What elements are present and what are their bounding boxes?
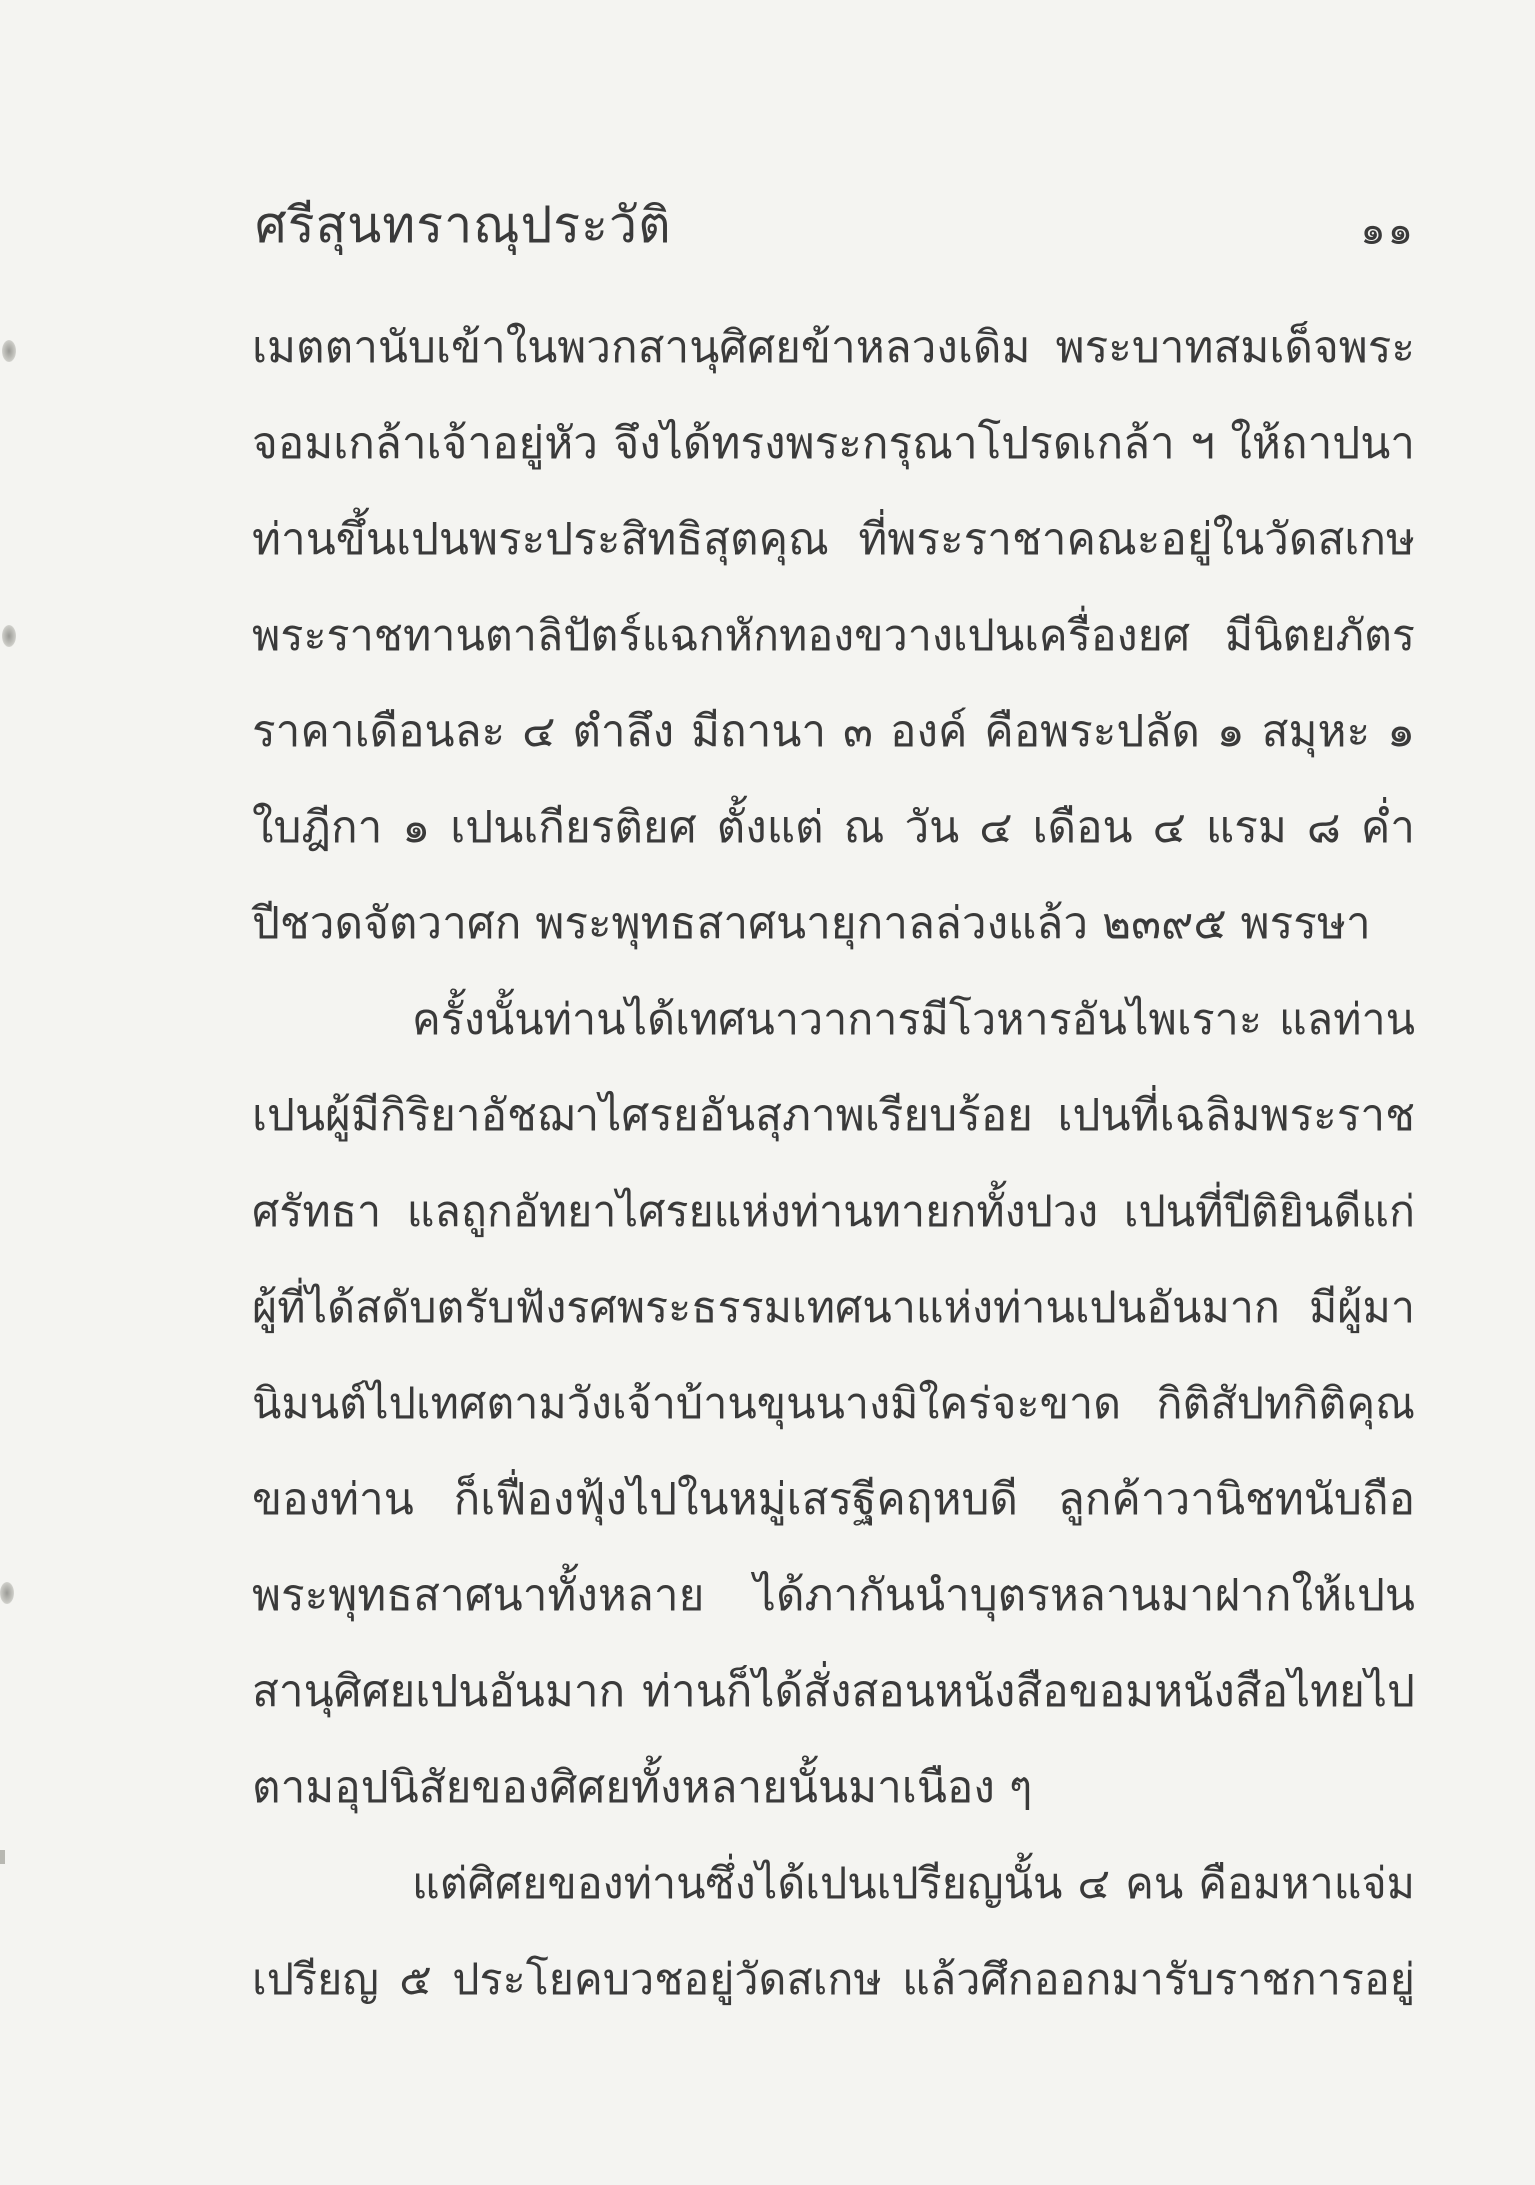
body-text: [252, 300, 1415, 2028]
page-edge-mark: [0, 1850, 5, 1864]
text-line: ศรัทธา แลถูกอัทยาไศรยแห่งท่านทายกทั้งปวง เปนที่ปีติยินดีแก่: [252, 1187, 1415, 1237]
text-line: เมตตานับเข้าในพวกสานุศิศยข้าหลวงเดิม พระบาทสมเด็จพระ: [252, 322, 1415, 373]
text-line: จอมเกล้าเจ้าอยู่หัว จึงได้ทรงพระกรุณาโปรดเกล้า ฯ ให้ถาปนา: [252, 418, 1415, 469]
text-line: ตามอุปนิสัยของศิศยทั้งหลายนั้นมาเนือง ๆ: [252, 1762, 1033, 1813]
text-line: ของท่าน ก็เฟื่องฟุ้งไปในหมู่เสรฐีคฤหบดี ลูกค้าวานิชทนับถือ: [252, 1474, 1415, 1525]
text-line: พระพุทธสาศนาทั้งหลาย ได้ภากันนำบุตรหลานมาฝากให้เปน: [252, 1570, 1415, 1621]
text-line: นิมนต์ไปเทศตามวังเจ้าบ้านขุนนางมิใคร่จะขาด กิติสัปทกิติคุณ: [252, 1379, 1415, 1429]
text-line: ผู้ที่ได้สดับตรับฟังรศพระธรรมเทศนาแห่งท่านเปนอันมาก มีผู้มา: [252, 1283, 1415, 1333]
book-title: ศรีสุนทราณุประวัติ: [255, 196, 672, 254]
text-line: เปรียญ ๕ ประโยคบวชอยู่วัดสเกษ แล้วศึกออกมารับราชการอยู่: [252, 1955, 1415, 2005]
text-line: สานุศิศยเปนอันมาก ท่านก็ได้สั่งสอนหนังสือขอมหนังสือไทยไป: [252, 1666, 1415, 1717]
running-header: [255, 185, 1415, 265]
binding-hole-mark: [0, 1582, 14, 1604]
text-line: เปนผู้มีกิริยาอัชฌาไศรยอันสุภาพเรียบร้อย เปนที่เฉลิมพระราช: [252, 1090, 1415, 1141]
text-line: พระราชทานตาลิปัตร์แฉกหักทองขวางเปนเครื่องยศ มีนิตยภัตร: [252, 611, 1415, 661]
text-line: ปีชวดจัตวาศก พระพุทธสาศนายุกาลล่วงแล้ว ๒๓๙๕ พรรษา: [252, 898, 1371, 949]
paragraph-first-line: แต่ศิศยของท่านซึ่งได้เปนเปรียญนั้น ๔ คน คือมหาแจ่ม: [412, 1859, 1415, 1909]
page-number: ๑๑: [1360, 208, 1415, 254]
text-line: ราคาเดือนละ ๔ ตำลึง มีถานา ๓ องค์ คือพระปลัด ๑ สมุหะ ๑: [252, 706, 1415, 757]
paragraph-first-line: ครั้งนั้นท่านได้เทศนาวาการมีโวหารอันไพเราะ แลท่าน: [412, 995, 1415, 1045]
binding-hole-mark: [2, 340, 16, 362]
text-line: ท่านขึ้นเปนพระประสิทธิสุตคุณ ที่พระราชาคณะอยู่ในวัดสเกษ: [252, 514, 1415, 565]
text-line: ใบฎีกา ๑ เปนเกียรติยศ ตั้งแต่ ณ วัน ๔ เดือน ๔ แรม ๘ ค่ำ: [252, 802, 1416, 853]
binding-hole-mark: [2, 625, 16, 647]
